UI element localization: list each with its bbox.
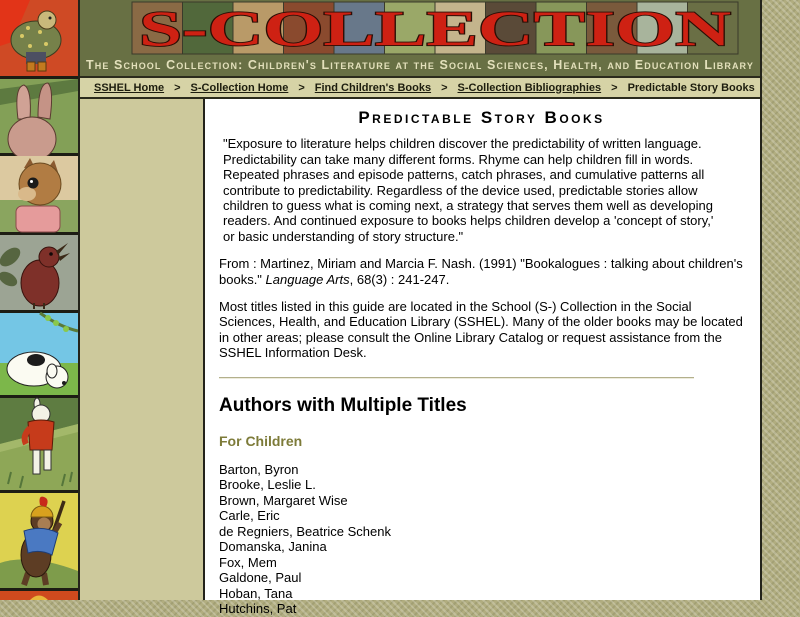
location-note-paragraph: Most titles listed in this guide are located in the School (S-) Collection in the Social Sciences, Health, and Education Library (SSHEL). Many of the older books may be located in other areas; please consult the Online Library Catalog or request assistance from the SSHEL Information Desk. (219, 299, 743, 361)
citation-suffix: , 68(3) : 241-247. (349, 271, 450, 287)
breadcrumb-separator-icon: > (298, 81, 305, 94)
page-title: Predictable Story Books (358, 108, 605, 127)
s-collection-logo (132, 2, 738, 54)
author-item: Fox, Mem (219, 554, 277, 570)
citation-prefix: From : Martinez, Miriam and Marcia F. Nash. (1991) "Bookalogues : talking about children's books." (219, 256, 743, 287)
main-content (205, 99, 760, 616)
author-item: Hutchins, Pat (219, 601, 297, 616)
breadcrumb-separator-icon: > (441, 81, 448, 94)
author-item: de Regniers, Beatrice Schenk (219, 523, 391, 539)
illustration-strip (0, 0, 78, 600)
author-item: Hoban, Tana (219, 585, 293, 601)
site-subtitle: The School Collection: Children's Literature at the Social Sciences, Health, and Education Library (86, 58, 754, 72)
orange-strip-illustration (0, 591, 78, 600)
breadcrumb-link-s-collection-bibliographies[interactable]: S-Collection Bibliographies (457, 81, 602, 94)
breadcrumb-link-sshel-home[interactable]: SSHEL Home (94, 81, 165, 94)
donkey-illustration (0, 79, 78, 153)
author-item: Barton, Byron (219, 461, 299, 477)
puppy-illustration (0, 313, 78, 395)
author-item: Galdone, Paul (219, 570, 302, 585)
bird-illustration (0, 235, 78, 310)
citation-journal-title: Language Arts (265, 271, 350, 287)
quote-paragraph: "Exposure to literature helps children discover the predictability of written language. Predictability can take many different forms. Rhyme can help children fill in words. Repeated phrases and episode patterns, catch phrases, and cumulative patterns all contribute to predictability. Regardless of the device used, predictable stories allow children to guess what is coming next, a strategy that serves them well as developing readers. And continued exposure to books helps children develop a 'concept of story,' or basic understanding of story structure." (223, 136, 714, 244)
breadcrumb-separator-icon: > (611, 81, 618, 94)
monkey-illustration (0, 493, 78, 588)
breadcrumb-current-page: Predictable Story Books (627, 81, 755, 94)
left-spacer-column (80, 99, 205, 600)
squirrel-illustration (0, 156, 78, 232)
breadcrumb-link-s-collection-home[interactable]: S-Collection Home (190, 81, 289, 94)
site-banner (80, 0, 760, 76)
author-item: Brown, Margaret Wise (219, 492, 348, 508)
author-list (219, 462, 746, 617)
subsection-heading-for-children: For Children (219, 433, 303, 450)
breadcrumb-link-find-childrens-books[interactable]: Find Children's Books (314, 81, 432, 94)
breadcrumb-separator-icon: > (174, 81, 181, 94)
section-heading: Authors with Multiple Titles (219, 394, 467, 416)
section-divider (219, 377, 694, 379)
author-item: Domanska, Janina (219, 539, 327, 554)
main-frame (78, 0, 762, 616)
logo-text: S-COLLECTION (139, 0, 731, 56)
citation-paragraph (219, 256, 746, 287)
content-row (80, 99, 760, 616)
author-item: Brooke, Leslie L. (219, 477, 316, 492)
turtle-illustration (0, 0, 78, 76)
author-item: Carle, Eric (219, 508, 280, 523)
rabbit-in-jacket-illustration (0, 398, 78, 490)
breadcrumb (80, 76, 760, 99)
